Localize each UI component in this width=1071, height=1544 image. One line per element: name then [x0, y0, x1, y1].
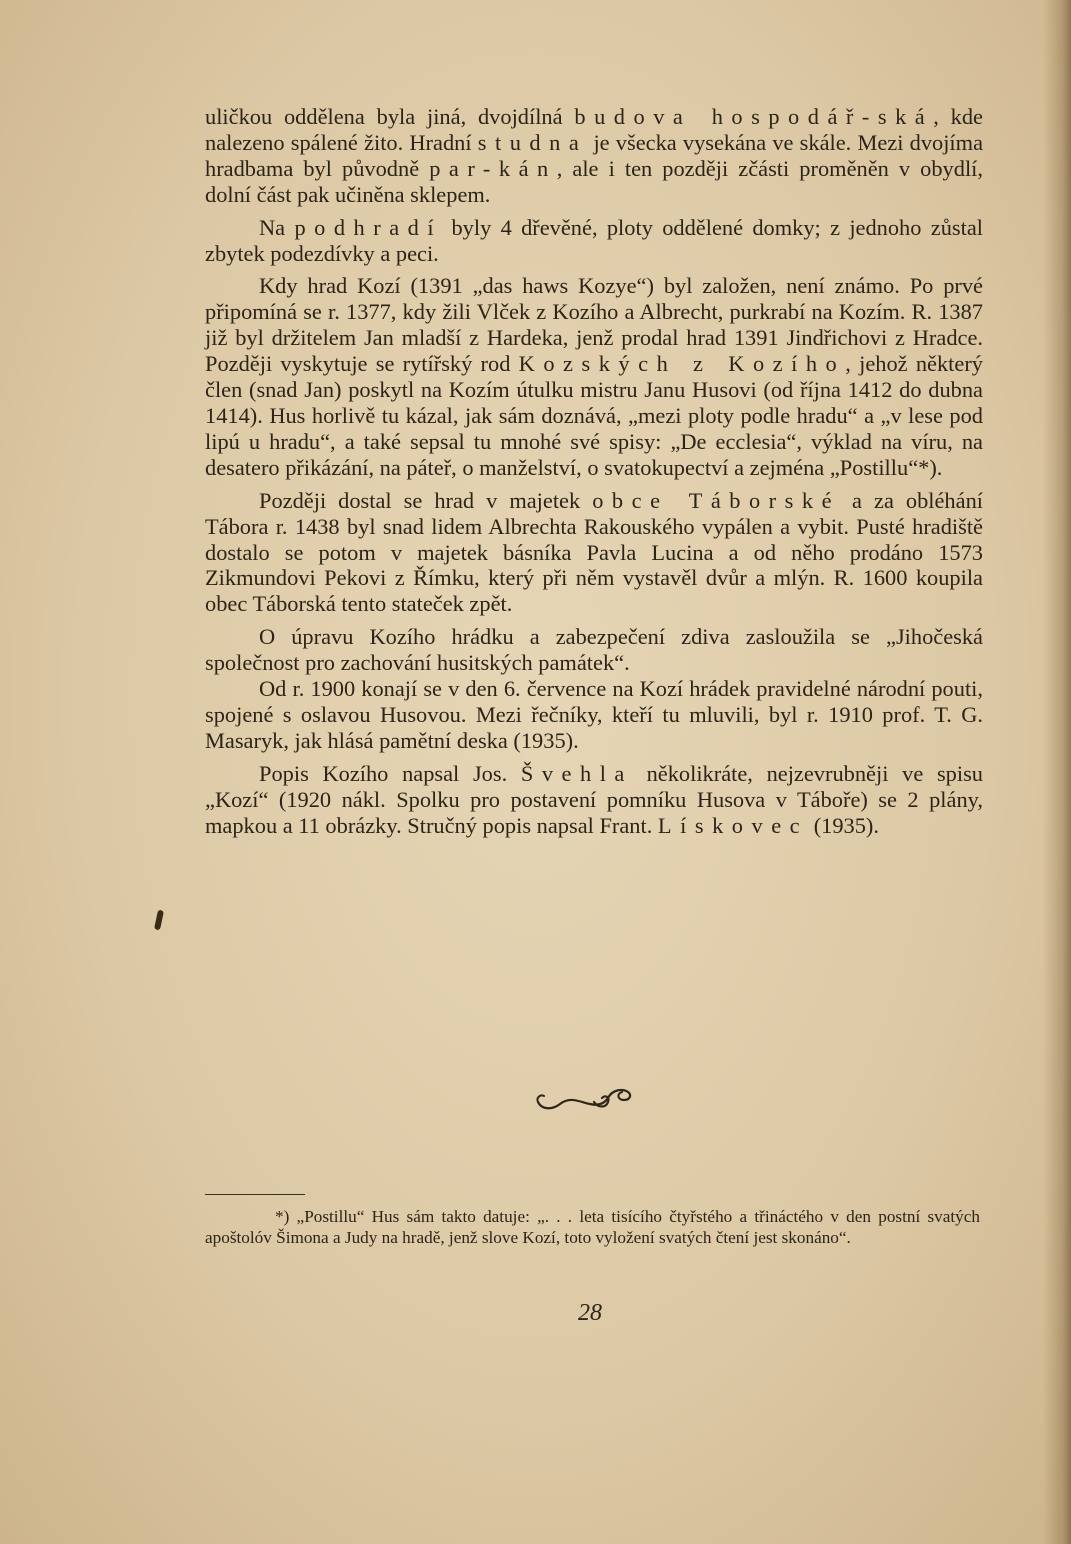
spaced-text: obce Táborské: [592, 487, 841, 513]
text-span: několikráte, nejzevrubněji ve spisu „Kozí“ (1920 nákl. Spolku pro postavení pomníku Husova v Táboře) se 2 plány, mapkou a 11 obrázky. Stručný popis napsal Frant.: [205, 760, 983, 838]
text-span: , kde nalezeno spálené žito. Hradní: [205, 104, 983, 155]
page-edge-shadow: [1043, 0, 1071, 1544]
flourish-ornament-icon: [534, 1080, 634, 1116]
paragraph-2: [205, 215, 983, 267]
spaced-text: podhradí: [294, 214, 443, 240]
spaced-text: par-kán: [429, 155, 557, 181]
ink-stain: [154, 910, 164, 931]
text-span: Na: [259, 214, 295, 240]
spaced-text: budova hospodář-ská: [574, 104, 934, 129]
text-span: Kdy hrad Kozí (1391 „das haws Kozye“) byl založen, není známo. Po prvé připomíná se r. 1377, kdy žili Vlček z Kozího a Albrecht, purkrabí na Kozím. R. 1387 již byl držitelem Jan mladší z Hardeka, jenž prodal hrad 1391 Jindřichovi z Hradce. Později vyskytuje se rytířský rod: [205, 273, 983, 377]
text-span: byly 4 dřevěné, ploty oddělené domky; z jednoho zůstal zbytek podezdívky a peci.: [205, 214, 983, 266]
paragraph-3: [205, 273, 983, 480]
paragraph-7: [205, 761, 983, 839]
text-span: Popis Kozího napsal Jos.: [259, 760, 521, 786]
text-span: uličkou oddělena byla jiná, dvojdílná: [205, 104, 575, 129]
spaced-text: Kozských z Kozího: [518, 351, 846, 377]
spaced-text: Švehla: [520, 760, 633, 786]
spaced-text: studna: [477, 129, 588, 155]
paragraph-4: [205, 488, 983, 618]
page-number: 28: [578, 1300, 602, 1326]
spaced-text: Lískovec: [657, 812, 809, 838]
footnote-divider: [205, 1194, 305, 1195]
text-span: (1935).: [808, 812, 879, 838]
text-span: a za obléhání Tábora r. 1438 byl snad lidem Albrechta Rakouského vypálen a vybit. Pusté hradiště dostalo se potom v majetek básníka Pavla Lucina a od něho prodáno 1573 Zikmundovi Pekovi z Římku, který při něm vystavěl dvůr a mlýn. R. 1600 koupila obec Táborská tento stateček zpět.: [205, 487, 983, 617]
text-span: , ale i ten později zčásti proměněn v obydlí, dolní část pak učiněna sklepem.: [205, 155, 983, 207]
paragraph-6: Od r. 1900 konají se v den 6. července na Kozí hrádek pravidelné národní pouti, spojené s oslavou Husovou. Mezi řečníky, kteří tu mluvili, byl r. 1910 prof. T. G. Masaryk, jak hlásá pamětní deska (1935).: [205, 676, 983, 753]
footnote-text: *) „Postillu“ Hus sám takto datuje: „. . . leta tisícího čtyřstého a třináctého v den postní svatých apoštolóv Šimona a Judy na hradě, jenž slove Kozí, toto vyložení svatých čtení jest skonáno“.: [205, 1207, 980, 1247]
footnote: [205, 1206, 980, 1248]
paragraph-5: O úpravu Kozího hrádku a zabezpečení zdiva zasloužila se „Jihočeská společnost pro zachování husitských památek“.: [205, 624, 983, 676]
text-span: , jehož některý člen (snad Jan) poskytl na Kozím útulku mistru Janu Husovi (od října 1412 do dubna 1414). Hus horlivě tu kázal, jak sám doznává, „mezi ploty podle hradu“ a „v lese pod lipú u hradu“, a také sepsal tu mnohé své spisy: „De ecclesia“, výklad na víru, na desatero přikázání, na páteř, o manželství, o svatokupectví a zejména „Postillu“*).: [205, 351, 983, 480]
text-span: je všecka vysekána ve skále. Mezi dvojíma hradbama byl původně: [205, 129, 984, 181]
paragraph-1: [205, 104, 983, 208]
main-text: [205, 104, 983, 838]
text-span: Později dostal se hrad v majetek: [259, 487, 593, 513]
